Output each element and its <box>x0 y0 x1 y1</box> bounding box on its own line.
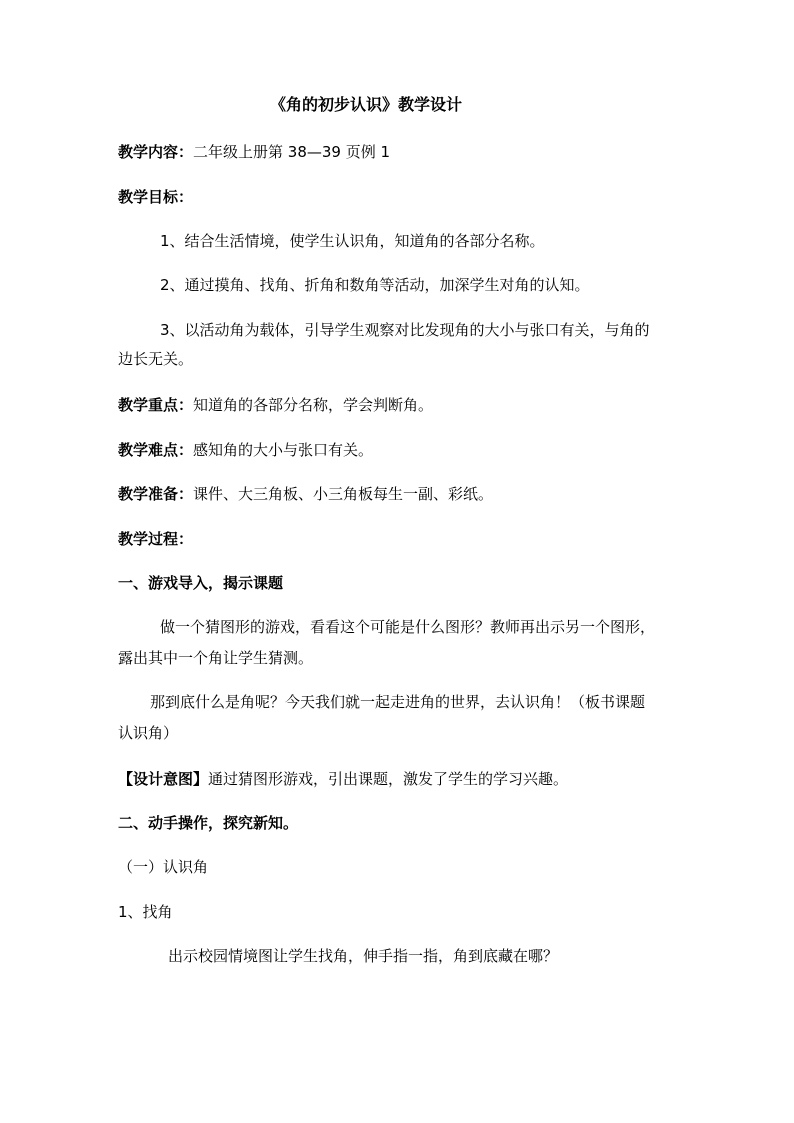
design-intent-label: 【设计意图】 <box>118 770 209 788</box>
key-point <box>118 395 433 415</box>
step-find-angle-text: 出示校园情境图让学生找角，伸手指一指，角到底藏在哪？ <box>168 947 559 965</box>
objective-item-3: 3、以活动角为载体，引导学生观察对比发现角的大小与张口有关，与角的 <box>160 321 650 339</box>
key-point-text: 知道角的各部分名称，学会判断角。 <box>193 396 434 414</box>
teaching-content-label: 教学内容： <box>118 143 194 161</box>
teaching-content-text: 二年级上册第 38—39 页例 1 <box>193 143 391 161</box>
process-label: 教学过程： <box>118 530 194 548</box>
section-1-heading: 一、游戏导入，揭示课题 <box>118 574 284 592</box>
section-1-paragraph-2-line-2: 认识角） <box>118 724 179 742</box>
difficulty <box>118 440 373 460</box>
preparation <box>118 484 493 504</box>
objective-item-3-continued: 边长无关。 <box>118 350 194 368</box>
objectives-label: 教学目标： <box>118 188 194 206</box>
step-find-angle: 1、找角 <box>118 903 173 921</box>
preparation-label: 教学准备： <box>118 485 194 503</box>
subsection-recognize-angle: （一）认识角 <box>118 858 209 876</box>
design-intent-text: 通过猜图形游戏，引出课题，激发了学生的学习兴趣。 <box>208 770 569 788</box>
difficulty-text: 感知角的大小与张口有关。 <box>193 441 374 459</box>
section-1-paragraph-1-line-1: 做一个猜图形的游戏，看看这个可能是什么图形？教师再出示另一个图形， <box>160 618 656 636</box>
preparation-text: 课件、大三角板、小三角板每生一副、彩纸。 <box>193 485 494 503</box>
section-2-heading: 二、动手操作，探究新知。 <box>118 814 299 832</box>
section-1-paragraph-1-line-2: 露出其中一个角让学生猜测。 <box>118 649 314 667</box>
difficulty-label: 教学难点： <box>118 441 194 459</box>
objective-item-2: 2、通过摸角、找角、折角和数角等活动，加深学生对角的认知。 <box>160 276 590 294</box>
design-intent <box>118 769 568 789</box>
section-1-paragraph-2-line-1: 那到底什么是角呢？今天我们就一起走进角的世界，去认识角！（板书课题 <box>150 693 646 711</box>
page-title: 《角的初步认识》教学设计 <box>270 95 463 114</box>
key-point-label: 教学重点： <box>118 396 194 414</box>
teaching-content <box>118 142 390 162</box>
objective-item-1: 1、结合生活情境，使学生认识角，知道角的各部分名称。 <box>160 232 545 250</box>
